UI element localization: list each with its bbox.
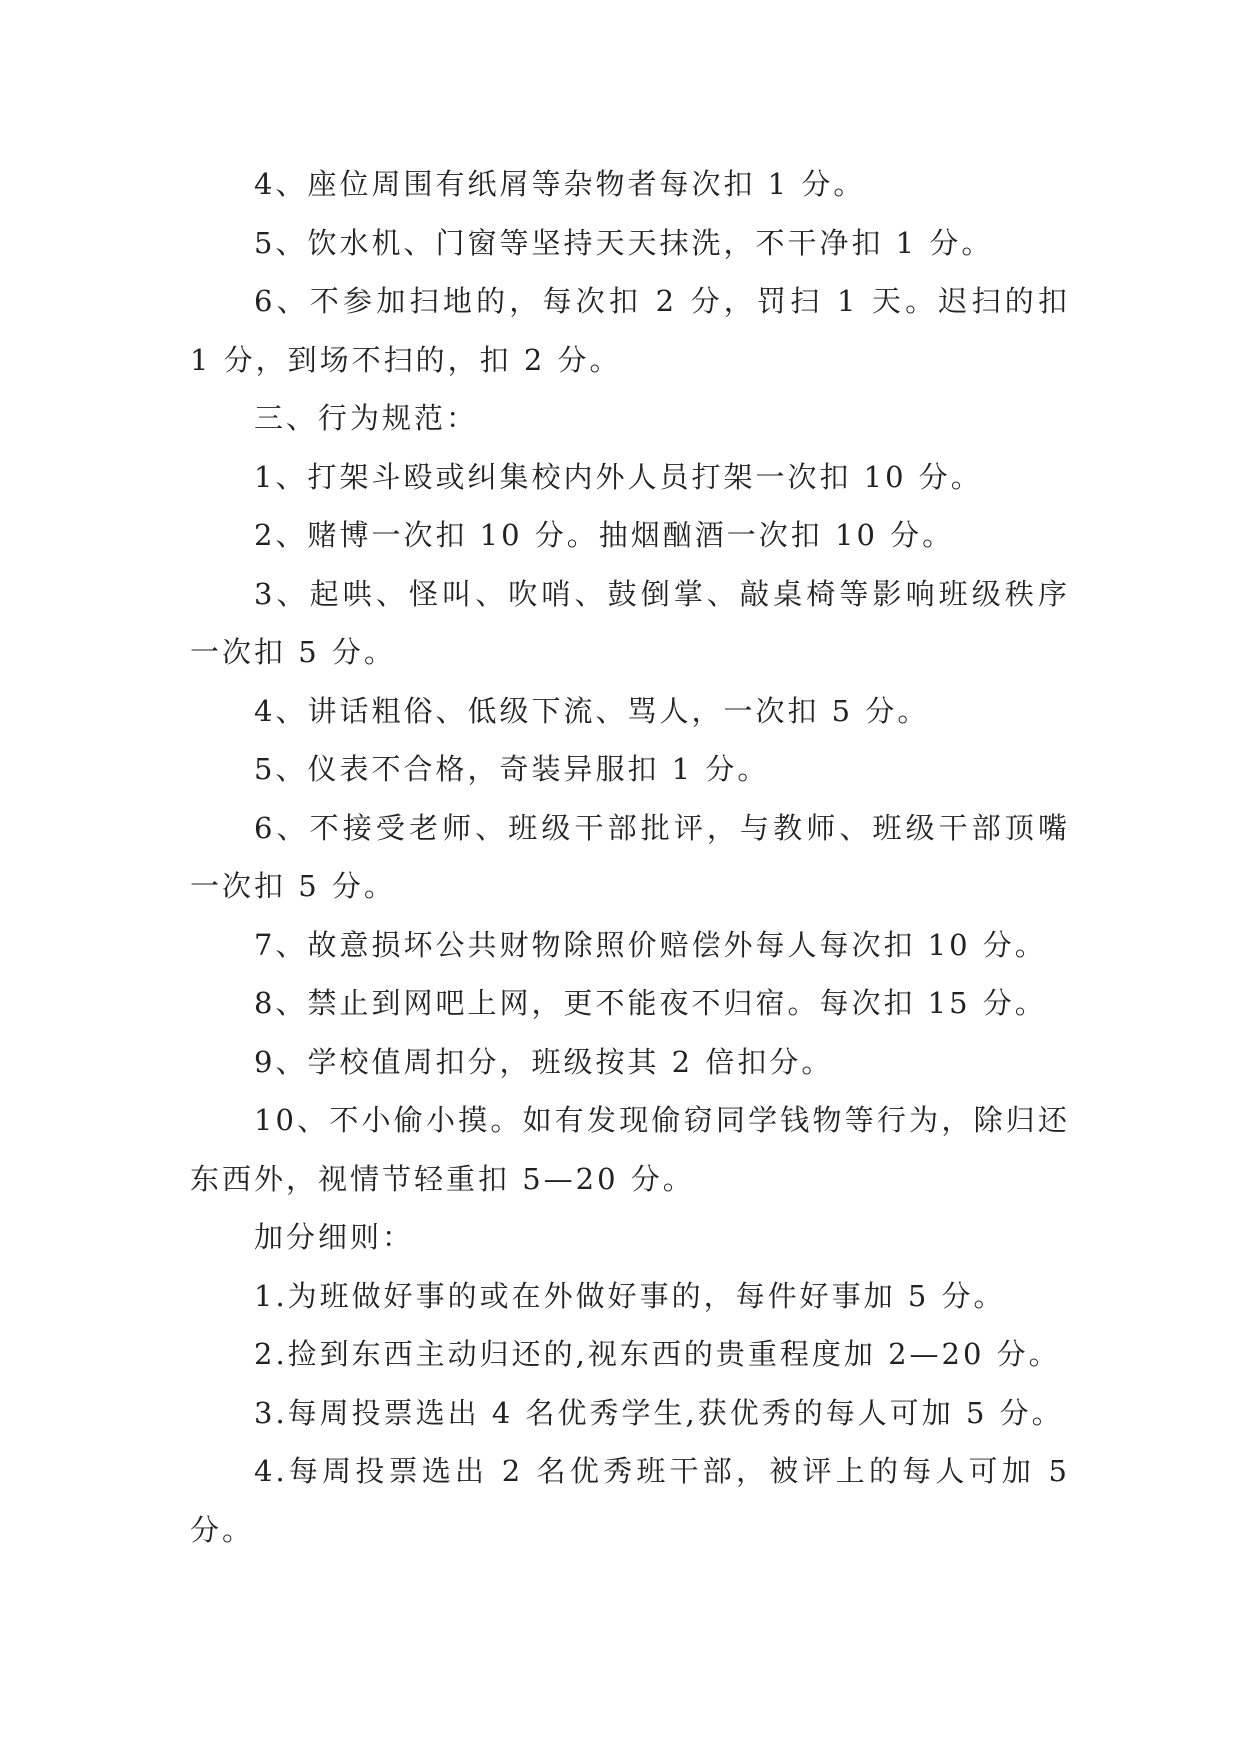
paragraph-item-16: 3.每周投票选出 4 名优秀学生,获优秀的每人可加 5 分。: [254, 1395, 1064, 1430]
document-body: [190, 155, 1070, 1559]
paragraph-item-8: 5、仪表不合格，奇装异服扣 1 分。: [254, 752, 770, 786]
paragraph-item-6: 3、起哄、怪叫、吹哨、鼓倒掌、敲桌椅等影响班级秩序一次扣 5 分。: [190, 576, 1070, 669]
paragraph-item-11: 8、禁止到网吧上网，更不能夜不归宿。每次扣 15 分。: [254, 986, 1047, 1020]
paragraph-item-12: 9、学校值周扣分，班级按其 2 倍扣分。: [254, 1044, 834, 1079]
paragraph-item-13: 10、不小偷小摸。如有发现偷窃同学钱物等行为，除归还东西外，视情节轻重扣 5—20 分。: [190, 1103, 1070, 1196]
paragraph-item-1: 4、座位周围有纸屑等杂物者每次扣 1 分。: [254, 167, 866, 201]
paragraph-item-2: 5、饮水机、门窗等坚持天天抹洗，不干净扣 1 分。: [254, 225, 994, 260]
paragraph-item-9: 6、不接受老师、班级干部批评，与教师、班级干部顶嘴一次扣 5 分。: [190, 810, 1070, 903]
paragraph-item-7: 4、讲话粗俗、低级下流、骂人，一次扣 5 分。: [254, 693, 930, 728]
paragraph-item-15: 2.捡到东西主动归还的,视东西的贵重程度加 2—20 分。: [254, 1337, 1061, 1371]
section-heading-behavior: 三、行为规范：: [254, 401, 479, 435]
paragraph-item-10: 7、故意损坏公共财物除照价赔偿外每人每次扣 10 分。: [254, 927, 1047, 962]
section-heading-bonus: 加分细则：: [254, 1220, 415, 1254]
paragraph-item-4: 1、打架斗殴或纠集校内外人员打架一次扣 10 分。: [254, 459, 983, 494]
paragraph-item-5: 2、赌博一次扣 10 分。抽烟酗酒一次扣 10 分。: [254, 518, 955, 552]
paragraph-item-14: 1.为班做好事的或在外做好事的，每件好事加 5 分。: [254, 1278, 1006, 1313]
paragraph-item-3: 6、不参加扫地的，每次扣 2 分，罚扫 1 天。迟扫的扣 1 分，到场不扫的，扣 2 分。: [190, 284, 1070, 377]
paragraph-item-17: 4.每周投票选出 2 名优秀班干部，被评上的每人可加 5 分。: [190, 1454, 1070, 1547]
